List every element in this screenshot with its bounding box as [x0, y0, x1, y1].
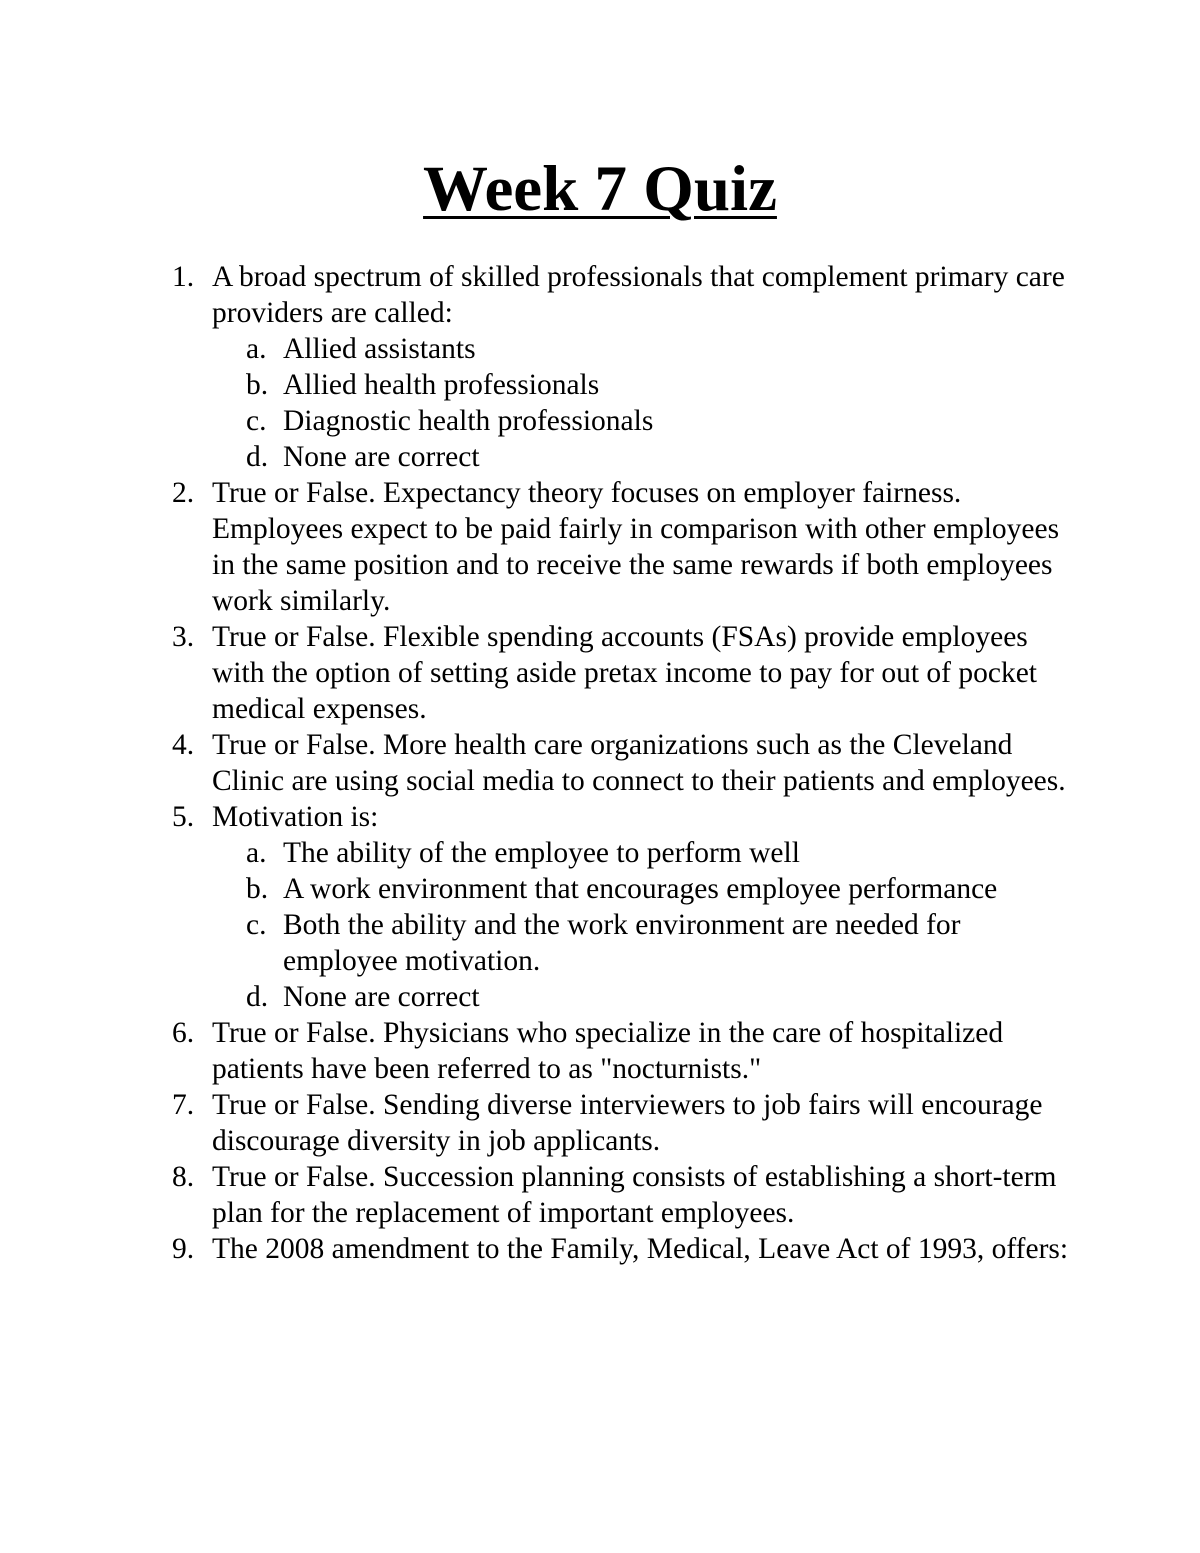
question-1: [0, 259, 1072, 475]
question-text: True or False. Flexible spending accounts (FSAs) provide employees with the option of setting aside pretax income to pay for out of pocket medical expenses.: [212, 621, 1037, 725]
question-2: [0, 475, 1072, 619]
question-text: True or False. Physicians who specialize in the care of hospitalized patients have been referred to as "nocturnists.": [212, 1017, 1004, 1085]
option-text: Diagnostic health professionals: [283, 405, 654, 437]
page-title-text: Week 7 Quiz: [423, 153, 777, 225]
question-text: True or False. More health care organizations such as the Cleveland Clinic are using social media to connect to their patients and employees.: [212, 729, 1066, 797]
page-title: [0, 150, 1200, 228]
answer-option: [212, 871, 1063, 907]
question-number: 3.: [172, 621, 195, 653]
answer-options: [212, 331, 1072, 475]
question-text: A broad spectrum of skilled professionals that complement primary care providers are called:: [212, 261, 1065, 329]
answer-option: [212, 439, 1063, 475]
question-number: 7.: [172, 1089, 195, 1121]
question-number: 6.: [172, 1017, 195, 1049]
question-7: [0, 1087, 1072, 1159]
question-number: 2.: [172, 477, 195, 509]
question-8: [0, 1159, 1072, 1231]
answer-option: [212, 907, 1063, 979]
question-number: 5.: [172, 801, 195, 833]
option-text: None are correct: [283, 441, 480, 473]
question-text: True or False. Succession planning consists of establishing a short-term plan for the replacement of important employees.: [212, 1161, 1057, 1229]
question-text: The 2008 amendment to the Family, Medical, Leave Act of 1993, offers:: [212, 1233, 1069, 1265]
question-3: [0, 619, 1072, 727]
option-letter: a.: [246, 333, 267, 365]
answer-options: [212, 835, 1072, 1015]
question-4: [0, 727, 1072, 799]
option-letter: b.: [246, 369, 269, 401]
question-5: [0, 799, 1072, 1015]
question-9: [0, 1231, 1072, 1267]
answer-option: [212, 403, 1063, 439]
option-letter: c.: [246, 405, 267, 437]
option-letter: d.: [246, 441, 269, 473]
option-text: The ability of the employee to perform well: [283, 837, 800, 869]
option-letter: a.: [246, 837, 267, 869]
question-number: 8.: [172, 1161, 195, 1193]
question-text: True or False. Sending diverse interviewers to job fairs will encourage discourage diversity in job applicants.: [212, 1089, 1043, 1157]
question-text: Motivation is:: [212, 801, 379, 833]
option-text: Allied health professionals: [283, 369, 600, 401]
option-text: Both the ability and the work environment are needed for employee motivation.: [283, 909, 961, 977]
option-text: Allied assistants: [283, 333, 476, 365]
option-text: A work environment that encourages employee performance: [283, 873, 998, 905]
question-text: True or False. Expectancy theory focuses on employer fairness. Employees expect to be paid fairly in comparison with other employees in the same position and to receive the same rewards if both employees work similarly.: [212, 477, 1060, 617]
question-number: 4.: [172, 729, 195, 761]
answer-option: [212, 979, 1063, 1015]
question-number: 9.: [172, 1233, 195, 1265]
option-letter: c.: [246, 909, 267, 941]
option-text: None are correct: [283, 981, 480, 1013]
answer-option: [212, 367, 1063, 403]
answer-option: [212, 331, 1063, 367]
question-number: 1.: [172, 261, 195, 293]
question-list: [0, 259, 1200, 1267]
option-letter: b.: [246, 873, 269, 905]
question-6: [0, 1015, 1072, 1087]
option-letter: d.: [246, 981, 269, 1013]
answer-option: [212, 835, 1063, 871]
